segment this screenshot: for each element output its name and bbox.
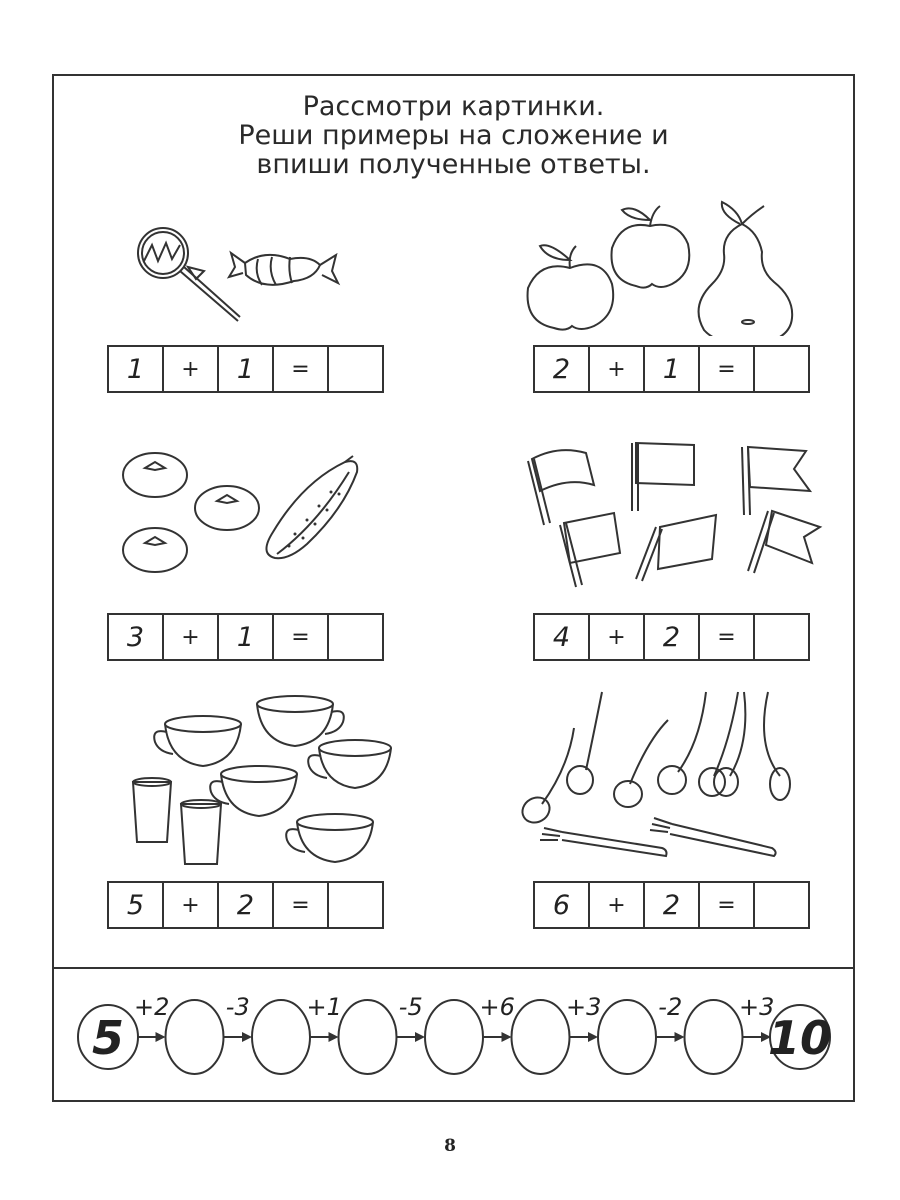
operand-a: 5 [109,883,164,927]
chain-step-label: +1 [306,993,342,1021]
operand-b: 1 [219,615,274,659]
chain-arrow-head [156,1032,166,1042]
chain-arrow-head [588,1032,598,1042]
operand-a: 1 [109,347,164,391]
operand-b: 1 [645,347,700,391]
chain-step-label: -5 [398,993,423,1021]
operand-a: 4 [535,615,590,659]
operand-b: 2 [219,883,274,927]
answer-box[interactable] [329,615,382,659]
chain-arrow-head [415,1032,425,1042]
number-chain [70,985,840,1085]
equals-sign: = [274,883,329,927]
plus-sign: + [164,347,219,391]
operand-a: 6 [535,883,590,927]
instruction-line-2: Реши примеры на сложение и [238,120,669,151]
chain-answer-oval[interactable] [512,1000,570,1074]
chain-arrow-head [242,1032,252,1042]
chain-step-label: +2 [134,993,170,1021]
chain-answer-oval[interactable] [425,1000,483,1074]
answer-box[interactable] [329,883,382,927]
chain-start-value: 5 [91,1011,125,1065]
spoons-forks-picture [512,684,792,868]
exercise-6 [533,881,810,929]
lollipop-candy-picture [130,215,350,325]
chain-arrow-head [329,1032,339,1042]
plus-sign: + [590,883,645,927]
chain-step-label: -3 [225,993,250,1021]
operand-b: 1 [219,347,274,391]
chain-answer-oval[interactable] [252,1000,310,1074]
operand-a: 3 [109,615,164,659]
chain-arrow-head [502,1032,512,1042]
instruction-line-3: впиши полученные ответы. [256,149,651,180]
plus-sign: + [590,615,645,659]
equals-sign: = [700,883,755,927]
chain-arrow-head [675,1032,685,1042]
operand-b: 2 [645,883,700,927]
equals-sign: = [274,615,329,659]
plus-sign: + [164,615,219,659]
equals-sign: = [700,615,755,659]
exercise-3 [107,613,384,661]
chain-answer-oval[interactable] [598,1000,656,1074]
answer-box[interactable] [329,347,382,391]
operand-b: 2 [645,615,700,659]
instruction-title [52,92,855,179]
exercise-5 [107,881,384,929]
chain-answer-oval[interactable] [166,1000,224,1074]
exercise-4 [533,613,810,661]
answer-box[interactable] [755,615,808,659]
answer-box[interactable] [755,347,808,391]
apples-pear-picture [520,196,800,336]
chain-step-label: +3 [739,993,775,1021]
plus-sign: + [590,347,645,391]
exercise-2 [533,345,810,393]
answer-box[interactable] [755,883,808,927]
cups-glasses-picture [125,688,395,868]
page-number: 8 [444,1136,456,1156]
chain-answer-oval[interactable] [339,1000,397,1074]
chain-step-label: +3 [566,993,602,1021]
equals-sign: = [700,347,755,391]
chain-step-label: +6 [479,993,515,1021]
plus-sign: + [164,883,219,927]
equals-sign: = [274,347,329,391]
chain-end-value: 10 [767,1011,833,1065]
exercise-1 [107,345,384,393]
chain-answer-oval[interactable] [685,1000,743,1074]
chain-step-label: -2 [658,993,683,1021]
section-divider [52,967,855,969]
tomatoes-cucumber-picture [115,450,375,580]
operand-a: 2 [535,347,590,391]
instruction-line-1: Рассмотри картинки. [302,91,605,122]
flags-picture [520,435,830,595]
